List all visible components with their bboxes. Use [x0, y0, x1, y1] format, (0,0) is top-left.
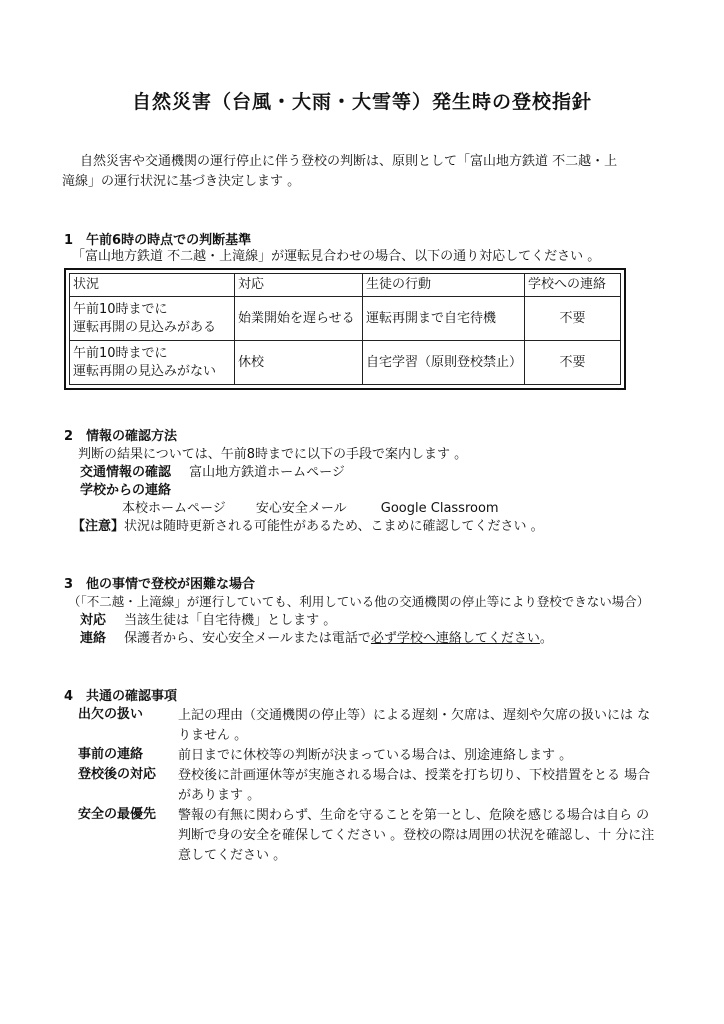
section2-heading: 2 情報の確認方法 — [64, 429, 178, 444]
table-header-cell: 状況 — [70, 274, 235, 297]
table-cell-student-action: 運転再開まで自宅待機 — [363, 297, 525, 341]
traffic-info-row — [80, 464, 345, 482]
channel-item: 本校ホームページ — [122, 501, 226, 516]
contact-channels — [122, 500, 499, 518]
intro-paragraph — [62, 152, 662, 192]
document-title: 自然災害（台風・大雨・大雪等）発生時の登校指針 — [131, 91, 592, 113]
section3-paren: （「不二越・上滝線」が運行していても、利用している他の交通機関の停止等により登校できない場合） — [68, 594, 650, 609]
contact-row — [80, 630, 553, 648]
common-item-text: 上記の理由（交通機関の停止等）による遅刻・欠席は、遅刻や欠席の扱いには なりません 。 — [178, 708, 651, 743]
table-cell-situation — [70, 341, 235, 385]
table-cell-response: 休校 — [235, 341, 363, 385]
section3-heading: 3 他の事情で登校が困難な場合 — [64, 577, 256, 592]
notice-label: 【注意】 — [72, 519, 125, 534]
common-item-label: 出欠の扱い — [78, 707, 144, 722]
common-item — [78, 766, 658, 806]
traffic-info-value: 富山地方鉄道ホームページ — [189, 465, 345, 480]
common-item — [78, 706, 658, 746]
situation-line: 運転再開の見込みがない — [73, 363, 217, 379]
intro-line-2: 滝線」の運行状況に基づき決定します 。 — [62, 174, 301, 189]
criteria-table — [69, 273, 621, 385]
table-header-cell: 対応 — [235, 274, 363, 297]
table-cell-response: 始業開始を遅らせる — [235, 297, 363, 341]
contact-text-end: 。 — [539, 631, 553, 646]
criteria-table-frame — [64, 268, 626, 390]
situation-line: 運転再開の見込みがある — [73, 319, 217, 335]
common-item-text: 前日までに休校等の判断が決まっている場合は、別途連絡します 。 — [178, 748, 573, 763]
response-row — [80, 612, 336, 630]
traffic-info-label: 交通情報の確認 — [80, 465, 172, 480]
common-item — [78, 746, 658, 766]
intro-line-1: 自然災害や交通機関の運行停止に伴う登校の判断は、原則として「富山地方鉄道 不二越・上 — [80, 154, 618, 169]
common-item-label: 登校後の対応 — [78, 767, 157, 782]
contact-text: 保護者から、安心安全メールまたは電話で — [124, 631, 371, 646]
table-cell-contact: 不要 — [525, 297, 621, 341]
contact-label: 連絡 — [80, 631, 107, 646]
contact-text-emphasis: 必ず学校へ連絡してください — [370, 631, 540, 646]
notice-text: 状況は随時更新される可能性があるため、こまめに確認してください 。 — [124, 519, 544, 534]
situation-line: 午前10時までに — [73, 301, 168, 317]
notice-row — [72, 518, 544, 536]
table-row — [70, 341, 621, 385]
response-label: 対応 — [80, 613, 107, 628]
channel-item: 安心安全メール — [255, 501, 347, 516]
channel-item: Google Classroom — [380, 501, 499, 516]
table-header-cell: 生徒の行動 — [363, 274, 525, 297]
section2-line1: 判断の結果については、午前8時までに以下の手段で案内します 。 — [78, 447, 468, 462]
common-item-label: 安全の最優先 — [78, 807, 157, 822]
common-item — [78, 806, 658, 866]
table-cell-student-action: 自宅学習（原則登校禁止） — [363, 341, 525, 385]
table-header-cell: 学校への連絡 — [525, 274, 621, 297]
table-cell-situation — [70, 297, 235, 341]
table-row — [70, 297, 621, 341]
situation-line: 午前10時までに — [73, 345, 168, 361]
school-contact-label: 学校からの連絡 — [80, 483, 172, 498]
common-item-label: 事前の連絡 — [78, 747, 144, 762]
table-header-row — [70, 274, 621, 297]
table-cell-contact: 不要 — [525, 341, 621, 385]
section1-note: 「富山地方鉄道 不二越・上滝線」が運転見合わせの場合、以下の通り対応してください 。 — [72, 249, 601, 264]
common-item-text: 登校後に計画運休等が実施される場合は、授業を打ち切り、下校措置をとる 場合があります 。 — [178, 768, 651, 803]
response-text: 当該生徒は「自宅待機」とします 。 — [124, 613, 337, 628]
common-item-text: 警報の有無に関わらず、生命を守ることを第一とし、危険を感じる場合は自ら の判断で身の安全を確保してください 。登校の際は周囲の状況を確認し、十 分に注意してください 。 — [178, 808, 655, 863]
section1-heading: 1 午前6時の時点での判断基準 — [64, 233, 252, 248]
section4-heading: 4 共通の確認事項 — [64, 689, 178, 704]
